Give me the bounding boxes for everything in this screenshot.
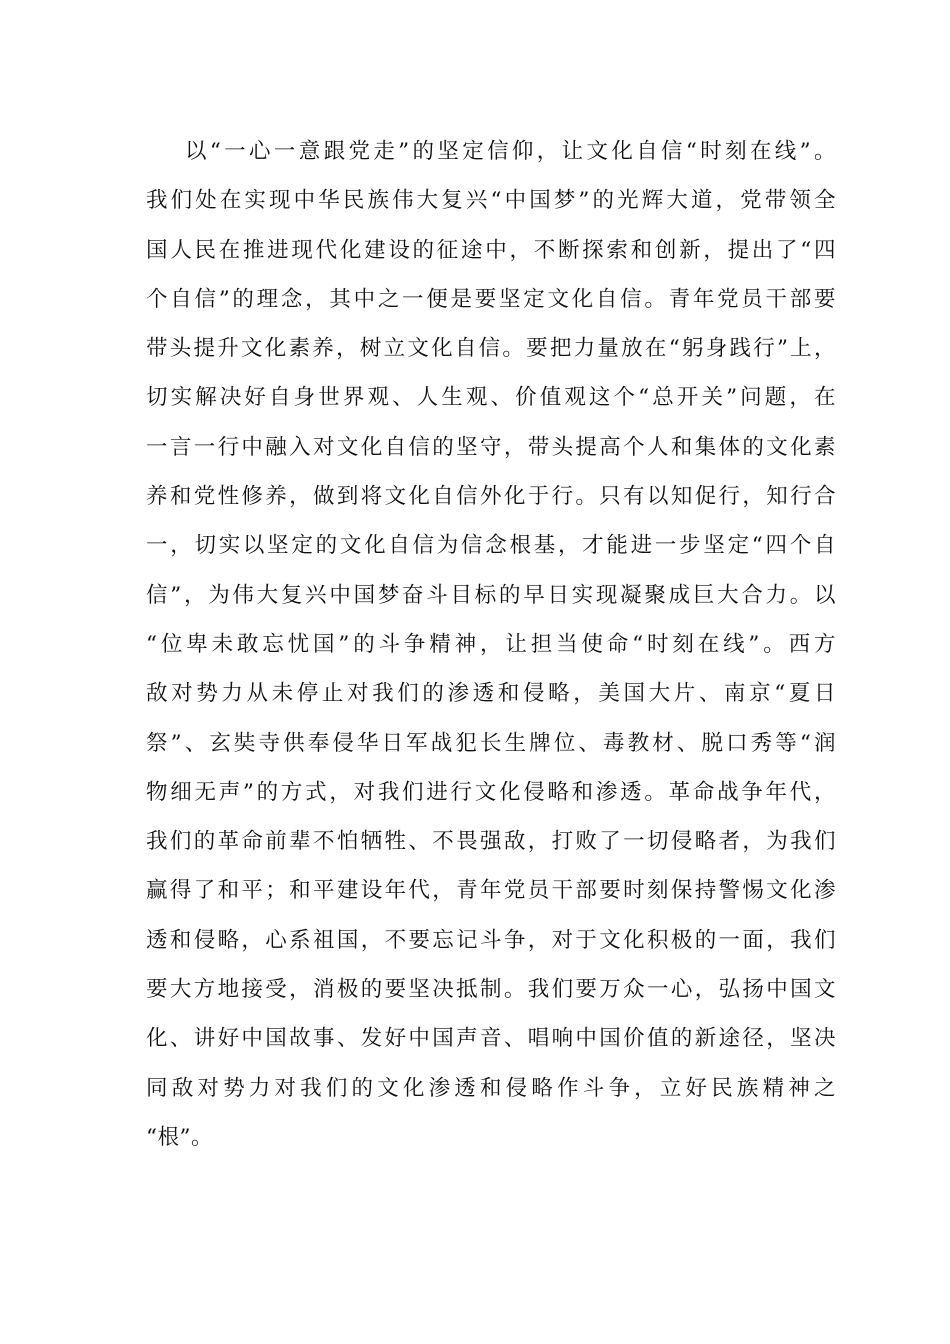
text-line-5: 带头提升文化素养，树立文化自信。要把力量放在“躬身践行”上， — [146, 336, 836, 362]
body-paragraph — [146, 127, 836, 1162]
text-line-17: 透和侵略，心系祖国，不要忘记斗争，对于文化积极的一面，我们 — [146, 927, 836, 953]
text-line-6: 切实解决好自身世界观、人生观、价值观这个“总开关”问题，在 — [146, 385, 836, 411]
text-line-3: 国人民在推进现代化建设的征途中，不断探索和创新，提出了“四 — [146, 237, 836, 263]
text-line-2: 我们处在实现中华民族伟大复兴“中国梦”的光辉大道，党带领全 — [146, 188, 836, 214]
text-line-4: 个自信”的理念，其中之一便是要坚定文化自信。青年党员干部要 — [146, 286, 836, 312]
text-line-13: 祭”、玄奘寺供奉侵华日军战犯长生牌位、毒教材、脱口秀等“润 — [146, 730, 836, 756]
text-line-18: 要大方地接受，消极的要坚决抵制。我们要万众一心，弘扬中国文 — [146, 977, 836, 1003]
text-line-20: 同敌对势力对我们的文化渗透和侵略作斗争，立好民族精神之 — [146, 1075, 836, 1101]
text-line-1: 以“一心一意跟党走”的坚定信仰，让文化自信“时刻在线”。 — [185, 139, 836, 164]
text-line-19: 化、讲好中国故事、发好中国声音、唱响中国价值的新途径，坚决 — [146, 1026, 836, 1052]
text-line-9: 一，切实以坚定的文化自信为信念根基，才能进一步坚定“四个自 — [146, 533, 836, 559]
text-line-21: “根”。 — [146, 1124, 213, 1150]
text-line-14: 物细无声”的方式，对我们进行文化侵略和渗透。革命战争年代， — [146, 779, 836, 805]
text-line-15: 我们的革命前辈不怕牺牲、不畏强敌，打败了一切侵略者，为我们 — [146, 829, 836, 855]
text-line-16: 赢得了和平；和平建设年代，青年党员干部要时刻保持警惕文化渗 — [146, 878, 836, 904]
text-line-10: 信”，为伟大复兴中国梦奋斗目标的早日实现凝聚成巨大合力。以 — [146, 582, 836, 608]
text-line-12: 敌对势力从未停止对我们的渗透和侵略，美国大片、南京“夏日 — [146, 681, 836, 707]
text-line-7: 一言一行中融入对文化自信的坚守，带头提高个人和集体的文化素 — [146, 434, 836, 460]
text-line-11: “位卑未敢忘忧国”的斗争精神，让担当使命“时刻在线”。西方 — [146, 631, 836, 657]
text-line-8: 养和党性修养，做到将文化自信外化于行。只有以知促行，知行合 — [146, 484, 836, 510]
